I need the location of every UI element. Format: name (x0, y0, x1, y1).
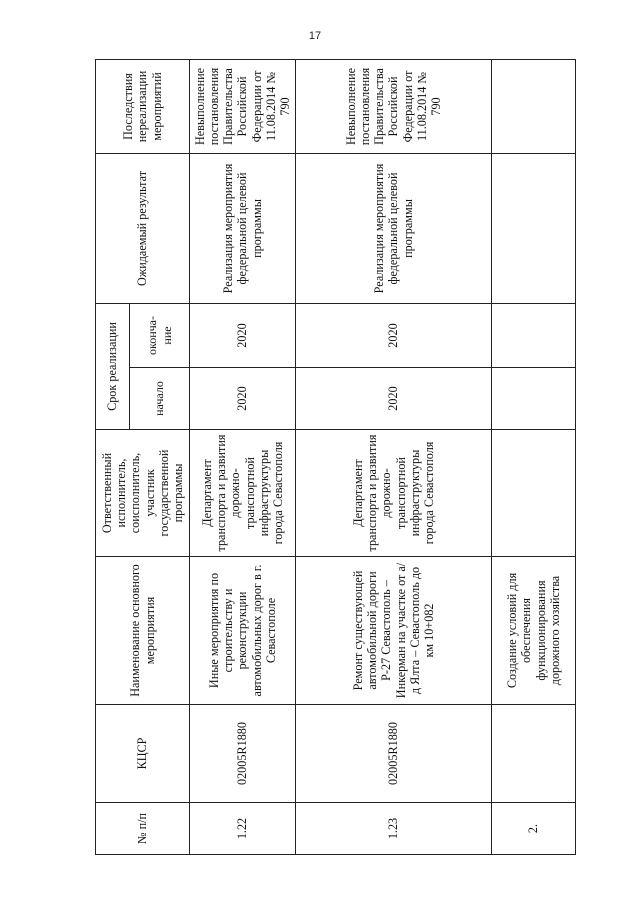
header-consequences: Последствия нереализации мероприятий (96, 59, 190, 153)
table-row (492, 59, 576, 854)
row-kcsr: 02005R1880 (296, 705, 492, 803)
row-name: Ремонт существующей автомобильной дороги Р-27 Севастополь – Инкерман на участке от а/д Ялта – Севастополь до км 10+082 (296, 557, 492, 705)
row-start: 2020 (296, 368, 492, 430)
activities-table (95, 59, 576, 855)
row-start: 2020 (190, 368, 296, 430)
rotated-table-wrapper (95, 60, 575, 855)
row-kcsr (492, 705, 576, 803)
header-row (96, 59, 130, 854)
header-start: начало (130, 368, 190, 430)
row-end: 2020 (190, 303, 296, 367)
row-start (492, 368, 576, 430)
row-responsible: Департамент транспорта и развития дорожно-транспортной инфраструктуры города Севастополя (296, 430, 492, 557)
table-row (296, 59, 492, 854)
header-responsible: Ответственный исполнитель, соисполнитель, участник государственной программы (96, 430, 190, 557)
row-num: 1.22 (190, 803, 296, 855)
row-result (492, 153, 576, 303)
header-kcsr: КЦСР (96, 705, 190, 803)
header-period: Срок реализации (96, 303, 130, 429)
row-result: Реализация мероприятия федеральной целевой программы (190, 153, 296, 303)
row-name: Создание условий для обеспечения функционирования дорожного хозяйства (492, 557, 576, 705)
header-end: оконча-ние (130, 303, 190, 367)
row-kcsr: 02005R1880 (190, 705, 296, 803)
page-number: 17 (308, 30, 322, 42)
row-consequences (492, 59, 576, 153)
row-name: Иные мероприятия по строительству и реконструкции автомобильных дорог в г. Севастополе (190, 557, 296, 705)
row-consequences: Невыполнение постановления Правительства Российской Федерации от 11.08.2014 № 790 (190, 59, 296, 153)
row-result: Реализация мероприятия федеральной целевой программы (296, 153, 492, 303)
row-num: 1.23 (296, 803, 492, 855)
table-row (190, 59, 296, 854)
row-consequences: Невыполнение постановления Правительства Российской Федерации от 11.08.2014 № 790 (296, 59, 492, 153)
row-end: 2020 (296, 303, 492, 367)
header-name: Наименование основного мероприятия (96, 557, 190, 705)
header-num: № п/п (96, 803, 190, 855)
header-result: Ожидаемый результат (96, 153, 190, 303)
row-responsible (492, 430, 576, 557)
row-end (492, 303, 576, 367)
row-num: 2. (492, 803, 576, 855)
row-responsible: Департамент транспорта и развития дорожно-транспортной инфраструктуры города Севастополя (190, 430, 296, 557)
